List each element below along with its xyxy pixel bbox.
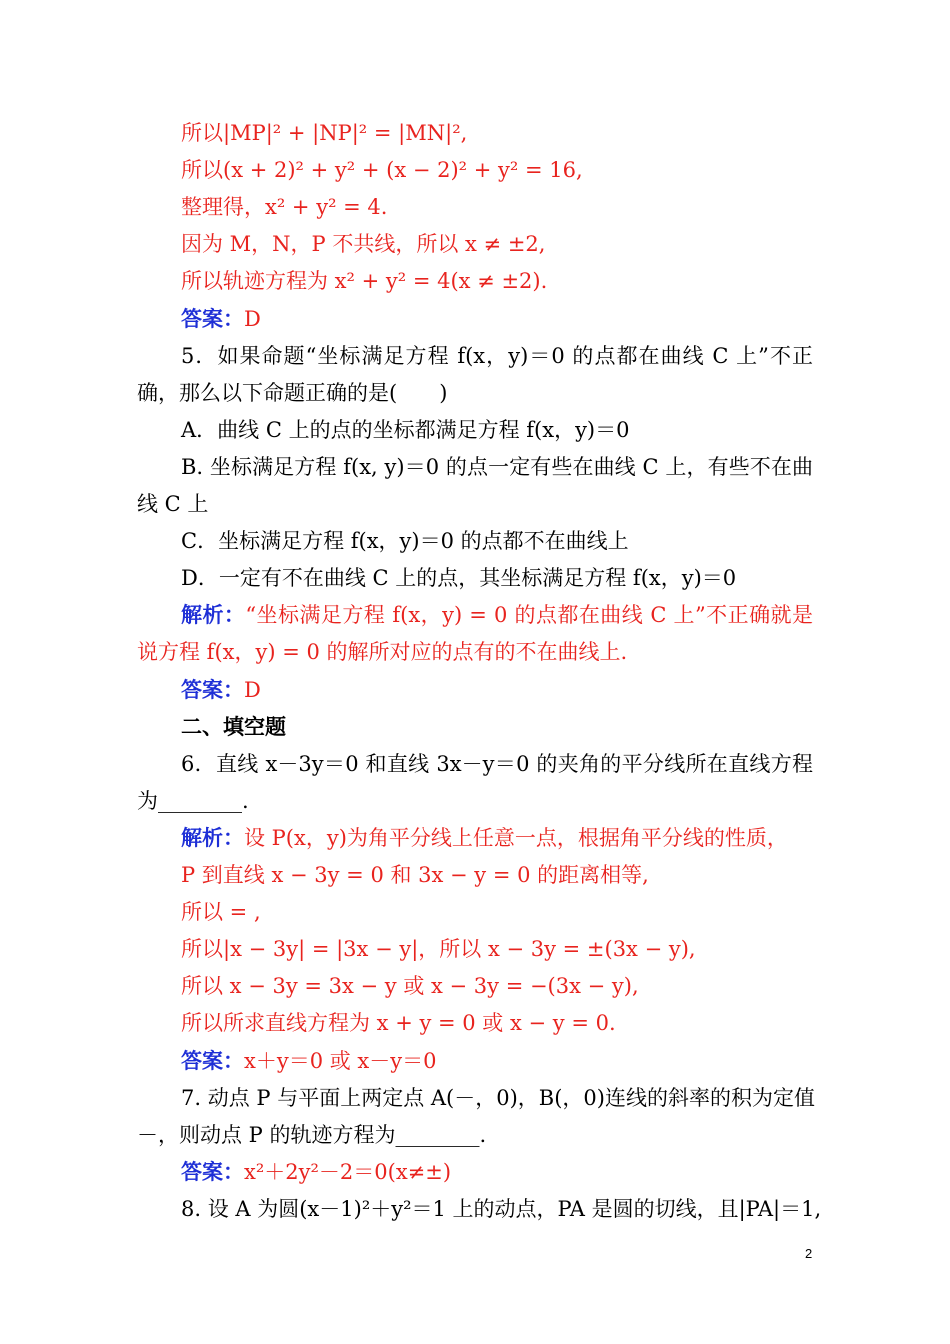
line-text: D．一定有不在曲线 C 上的点，其坐标满足方程 f(x，y)＝0 bbox=[181, 566, 737, 591]
solution-line bbox=[0, 191, 950, 223]
line-text: 说方程 f(x，y) = 0 的解所对应的点有的不在曲线上. bbox=[137, 640, 628, 665]
solution-line bbox=[0, 933, 950, 965]
question-line bbox=[0, 748, 950, 780]
answer-label: 答案： bbox=[181, 305, 244, 331]
question-line bbox=[0, 488, 950, 520]
line-text: 所以 = , bbox=[181, 900, 261, 925]
line-text: 所以所求直线方程为 x + y = 0 或 x − y = 0. bbox=[181, 1011, 616, 1036]
line-text: “坐标满足方程 f(x，y) = 0 的点都在曲线 C 上”不正确就是 bbox=[245, 603, 813, 628]
line-text: 设 P(x，y)为角平分线上任意一点，根据角平分线的性质， bbox=[244, 825, 788, 850]
line-text: －，则动点 P 的轨迹方程为________. bbox=[137, 1122, 487, 1147]
solution-line bbox=[0, 970, 950, 1002]
line-text: x＋y＝0 或 x－y＝0 bbox=[244, 1048, 437, 1073]
solution-line bbox=[0, 117, 950, 149]
solution-line bbox=[0, 154, 950, 186]
line-text: D bbox=[244, 677, 261, 702]
line-text: 二、填空题 bbox=[181, 713, 286, 739]
answer-line bbox=[0, 1156, 950, 1188]
line-text: 8. 设 A 为圆(x－1)²＋y²＝1 上的动点，PA 是圆的切线，且|PA|＝1, bbox=[181, 1196, 822, 1221]
answer-line bbox=[0, 674, 950, 706]
line-text: 所以 x − 3y = 3x − y 或 x − 3y = −(3x − y), bbox=[181, 974, 639, 999]
answer-label: 答案： bbox=[181, 1047, 244, 1073]
answer-label: 答案： bbox=[181, 676, 244, 702]
line-text: 所以(x + 2)² + y² + (x − 2)² + y² = 16, bbox=[181, 158, 583, 183]
line-text: 6．直线 x－3y＝0 和直线 3x－y＝0 的夹角的平分线所在直线方程 bbox=[181, 751, 813, 776]
question-line bbox=[0, 414, 950, 446]
question-line bbox=[0, 451, 950, 483]
line-text: 为________. bbox=[137, 788, 249, 813]
line-text: 所以|MP|² + |NP|² = |MN|², bbox=[181, 121, 468, 145]
solution-line bbox=[0, 859, 950, 891]
question-line bbox=[0, 340, 950, 372]
analysis-line bbox=[0, 822, 950, 854]
line-text: D bbox=[244, 306, 261, 331]
page-number: 2 bbox=[805, 1246, 813, 1261]
line-text: 7. 动点 P 与平面上两定点 A(－，0)，B(，0)连线的斜率的积为定值 bbox=[181, 1085, 815, 1110]
solution-line bbox=[0, 636, 950, 668]
solution-line bbox=[0, 228, 950, 260]
solution-line bbox=[0, 1007, 950, 1039]
solution-line bbox=[0, 896, 950, 928]
analysis-label: 解析： bbox=[181, 824, 244, 850]
question-line bbox=[0, 785, 950, 817]
line-text: 确，那么以下命题正确的是( ) bbox=[137, 380, 448, 405]
question-line bbox=[0, 1082, 950, 1114]
analysis-line bbox=[0, 599, 950, 631]
line-text: P 到直线 x − 3y = 0 和 3x − y = 0 的距离相等, bbox=[181, 863, 649, 887]
solution-line bbox=[0, 265, 950, 297]
line-text: 因为 M，N，P 不共线，所以 x ≠ ±2, bbox=[181, 232, 546, 257]
line-text: 所以|x − 3y| = |3x − y|，所以 x − 3y = ±(3x − y), bbox=[181, 937, 696, 962]
analysis-label: 解析： bbox=[181, 602, 246, 628]
line-text: x²＋2y²－2＝0(x≠±) bbox=[244, 1159, 452, 1184]
line-text: C．坐标满足方程 f(x，y)＝0 的点都不在曲线上 bbox=[181, 529, 629, 554]
question-line bbox=[0, 562, 950, 594]
question-line bbox=[0, 525, 950, 557]
section-heading bbox=[0, 711, 950, 743]
line-text: 整理得，x² + y² = 4. bbox=[181, 195, 388, 220]
answer-line bbox=[0, 303, 950, 335]
answer-label: 答案： bbox=[181, 1158, 244, 1184]
answer-line bbox=[0, 1045, 950, 1077]
line-text: B. 坐标满足方程 f(x, y)＝0 的点一定有些在曲线 C 上，有些不在曲 bbox=[181, 454, 813, 479]
line-text: 5．如果命题“坐标满足方程 f(x，y)＝0 的点都在曲线 C 上”不正 bbox=[181, 343, 813, 368]
line-text: A．曲线 C 上的点的坐标都满足方程 f(x，y)＝0 bbox=[181, 417, 630, 442]
line-text: 线 C 上 bbox=[137, 492, 209, 516]
question-line bbox=[0, 1119, 950, 1151]
line-text: 所以轨迹方程为 x² + y² = 4(x ≠ ±2). bbox=[181, 269, 548, 294]
question-line bbox=[0, 377, 950, 409]
question-line bbox=[0, 1193, 950, 1225]
